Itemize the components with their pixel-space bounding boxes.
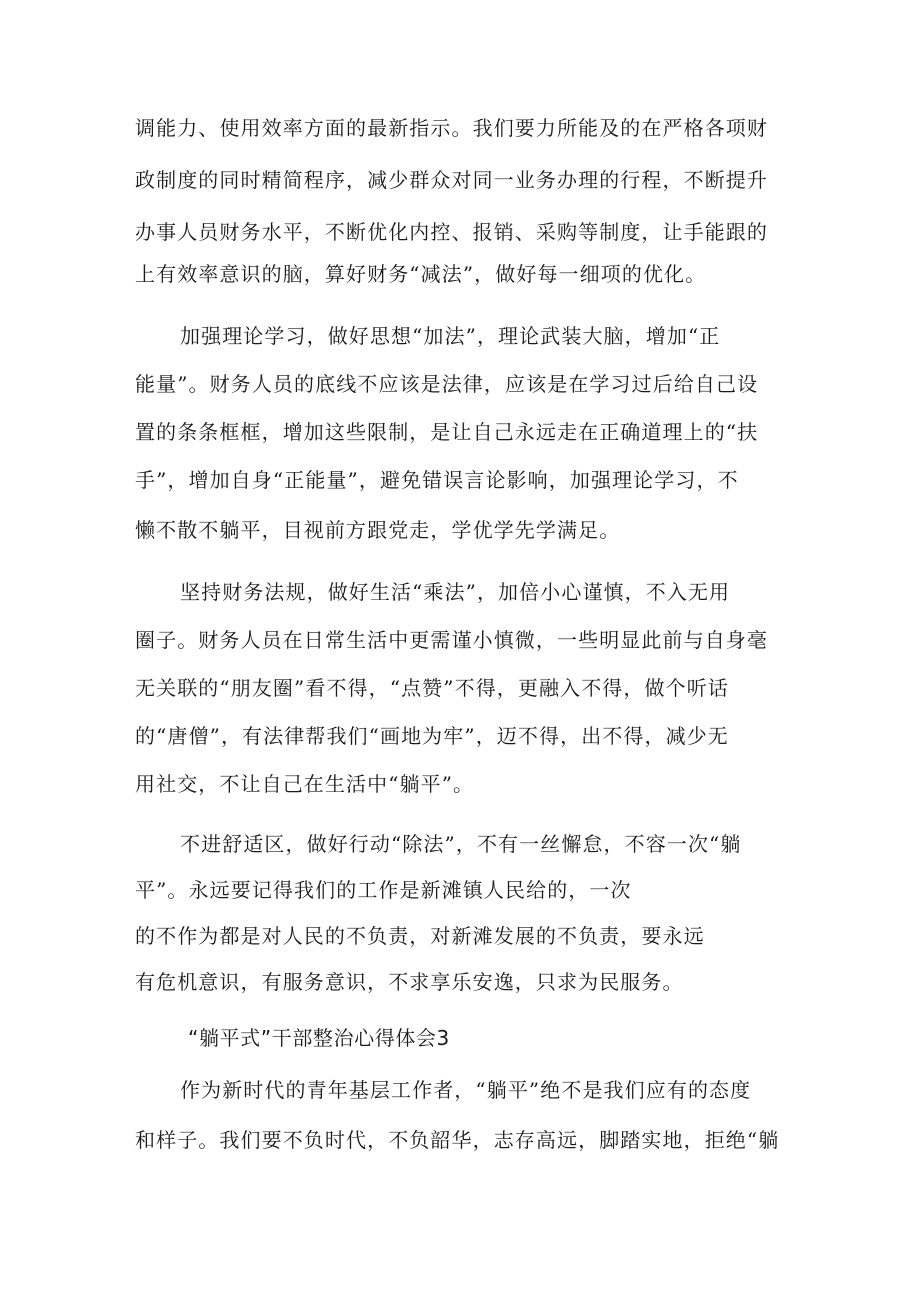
text-line: 手”，增加自身“正能量”，避免错误言论影响，加强理论学习，不 (135, 468, 739, 492)
text-line: 政制度的同时精简程序，减少群众对同一业务办理的行程，不断提升 (135, 168, 768, 192)
text-line: 无关联的“朋友圈”看不得，“点赞”不得，更融入不得，做个听话 (135, 676, 729, 700)
text-line: 置的条条框框，增加这些限制，是让自己永远走在正确道理上的“扶 (135, 420, 759, 444)
paragraph-first-line: 不进舒适区，做好行动“除法”，不有一丝懈怠，不容一次“躺 (180, 832, 742, 856)
text-line: 用社交，不让自己在生活中“躺平”。 (135, 772, 475, 796)
text-line: 有危机意识，有服务意识，不求享乐安逸，只求为民服务。 (135, 970, 684, 994)
text-line: 能量”。财务人员的底线不应该是法律，应该是在学习过后给自己设 (135, 372, 759, 396)
section-heading: “躺平式”干部整治心得体会3 (188, 1026, 450, 1050)
paragraph-first-line: 坚持财务法规，做好生活“乘法”，加倍小心谨慎，不入无用 (180, 580, 731, 604)
text-line: 办事人员财务水平，不断优化内控、报销、采购等制度，让手能跟的 (135, 220, 768, 244)
text-line: 懒不散不躺平，目视前方跟党走，学优学先学满足。 (135, 518, 621, 542)
text-line: 圈子。财务人员在日常生活中更需谨小慎微，一些明显此前与自身毫 (135, 628, 768, 652)
text-line: 上有效率意识的脑，算好财务“减法”，做好每一细项的优化。 (135, 262, 707, 286)
paragraph-first-line: 作为新时代的青年基层工作者，“躺平”绝不是我们应有的态度 (180, 1078, 752, 1102)
text-line: 平”。永远要记得我们的工作是新滩镇人民给的，一次 (135, 878, 632, 902)
text-line: 的不作为都是对人民的不负责，对新滩发展的不负责，要永远 (135, 924, 705, 948)
paragraph-first-line: 加强理论学习，做好思想“加法”，理论武装大脑，增加“正 (180, 324, 721, 348)
text-line: 的“唐僧”，有法律帮我们“画地为牢”，迈不得，出不得，减少无 (135, 724, 729, 748)
text-line: 调能力、使用效率方面的最新指示。我们要力所能及的在严格各项财 (135, 116, 768, 140)
text-line: 和样子。我们要不负时代，不负韶华，志存高远，脚踏实地，拒绝“躺 (135, 1128, 780, 1152)
